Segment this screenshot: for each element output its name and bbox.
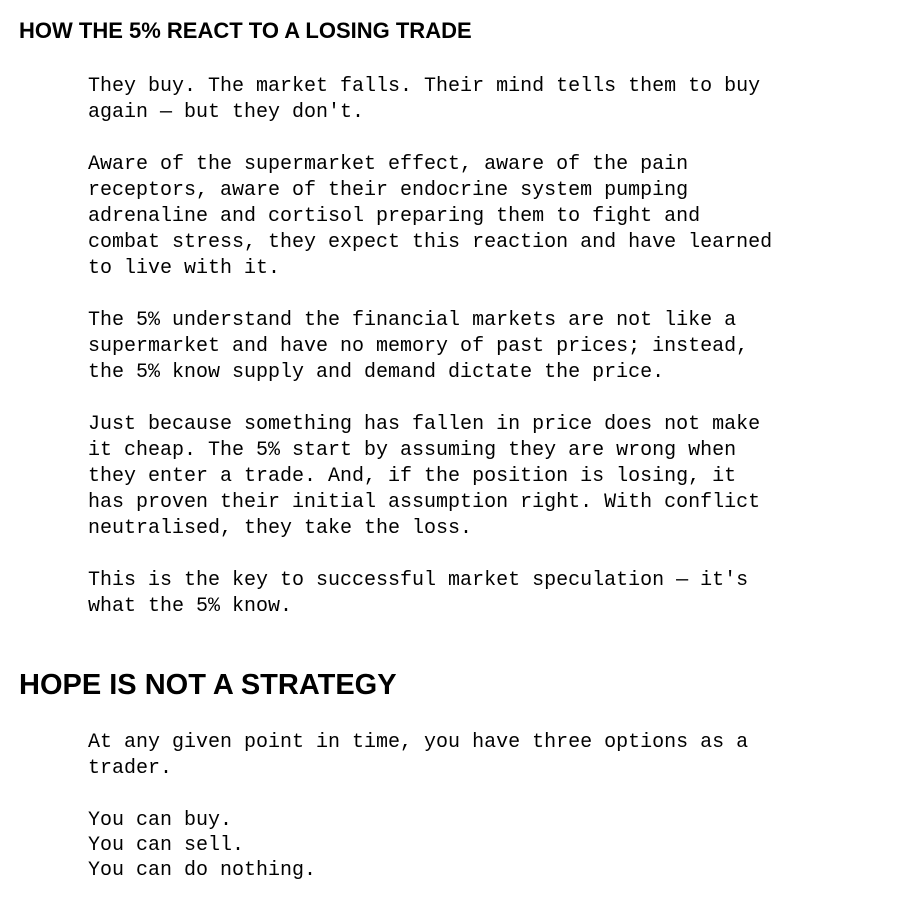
text-line: At any given point in time, you have three options as a	[88, 731, 749, 754]
text-line: receptors, aware of their endocrine system pumping	[88, 179, 689, 202]
text-line: They buy. The market falls. Their mind tells them to buy	[88, 75, 761, 98]
section-heading-hope: HOPE IS NOT A STRATEGY	[19, 669, 397, 701]
paragraph-key	[88, 568, 888, 620]
paragraph-not-cheap	[88, 412, 888, 542]
text-line: You can do nothing.	[88, 859, 317, 882]
section-heading-losing-trade: HOW THE 5% REACT TO A LOSING TRADE	[19, 18, 472, 43]
text-line: it cheap. The 5% start by assuming they are wrong when	[88, 439, 737, 462]
text-line: to live with it.	[88, 257, 281, 280]
section-losing-trade-body	[88, 74, 888, 646]
paragraph-supermarket	[88, 308, 888, 386]
text-line: what the 5% know.	[88, 595, 293, 618]
text-line: Aware of the supermarket effect, aware of the pain	[88, 153, 689, 176]
text-line: the 5% know supply and demand dictate the price.	[88, 361, 665, 384]
paragraph-buy-falls	[88, 74, 888, 126]
text-line: You can sell.	[88, 834, 245, 857]
section-hope-body	[88, 730, 888, 909]
paragraph-three-options	[88, 730, 888, 782]
text-line: neutralised, they take the loss.	[88, 517, 473, 540]
text-line: Just because something has fallen in price does not make	[88, 413, 761, 436]
text-line: combat stress, they expect this reaction and have learned	[88, 231, 773, 254]
text-line: adrenaline and cortisol preparing them to fight and	[88, 205, 701, 228]
paragraph-options-list	[88, 808, 888, 883]
paragraph-aware	[88, 152, 888, 282]
text-line: again — but they don't.	[88, 101, 365, 124]
text-line: trader.	[88, 757, 173, 780]
text-line: This is the key to successful market speculation — it's	[88, 569, 749, 592]
text-line: they enter a trade. And, if the position is losing, it	[88, 465, 737, 488]
text-line: supermarket and have no memory of past prices; instead,	[88, 335, 749, 358]
text-line: You can buy.	[88, 809, 233, 832]
text-line: The 5% understand the financial markets are not like a	[88, 309, 737, 332]
text-line: has proven their initial assumption right. With conflict	[88, 491, 761, 514]
